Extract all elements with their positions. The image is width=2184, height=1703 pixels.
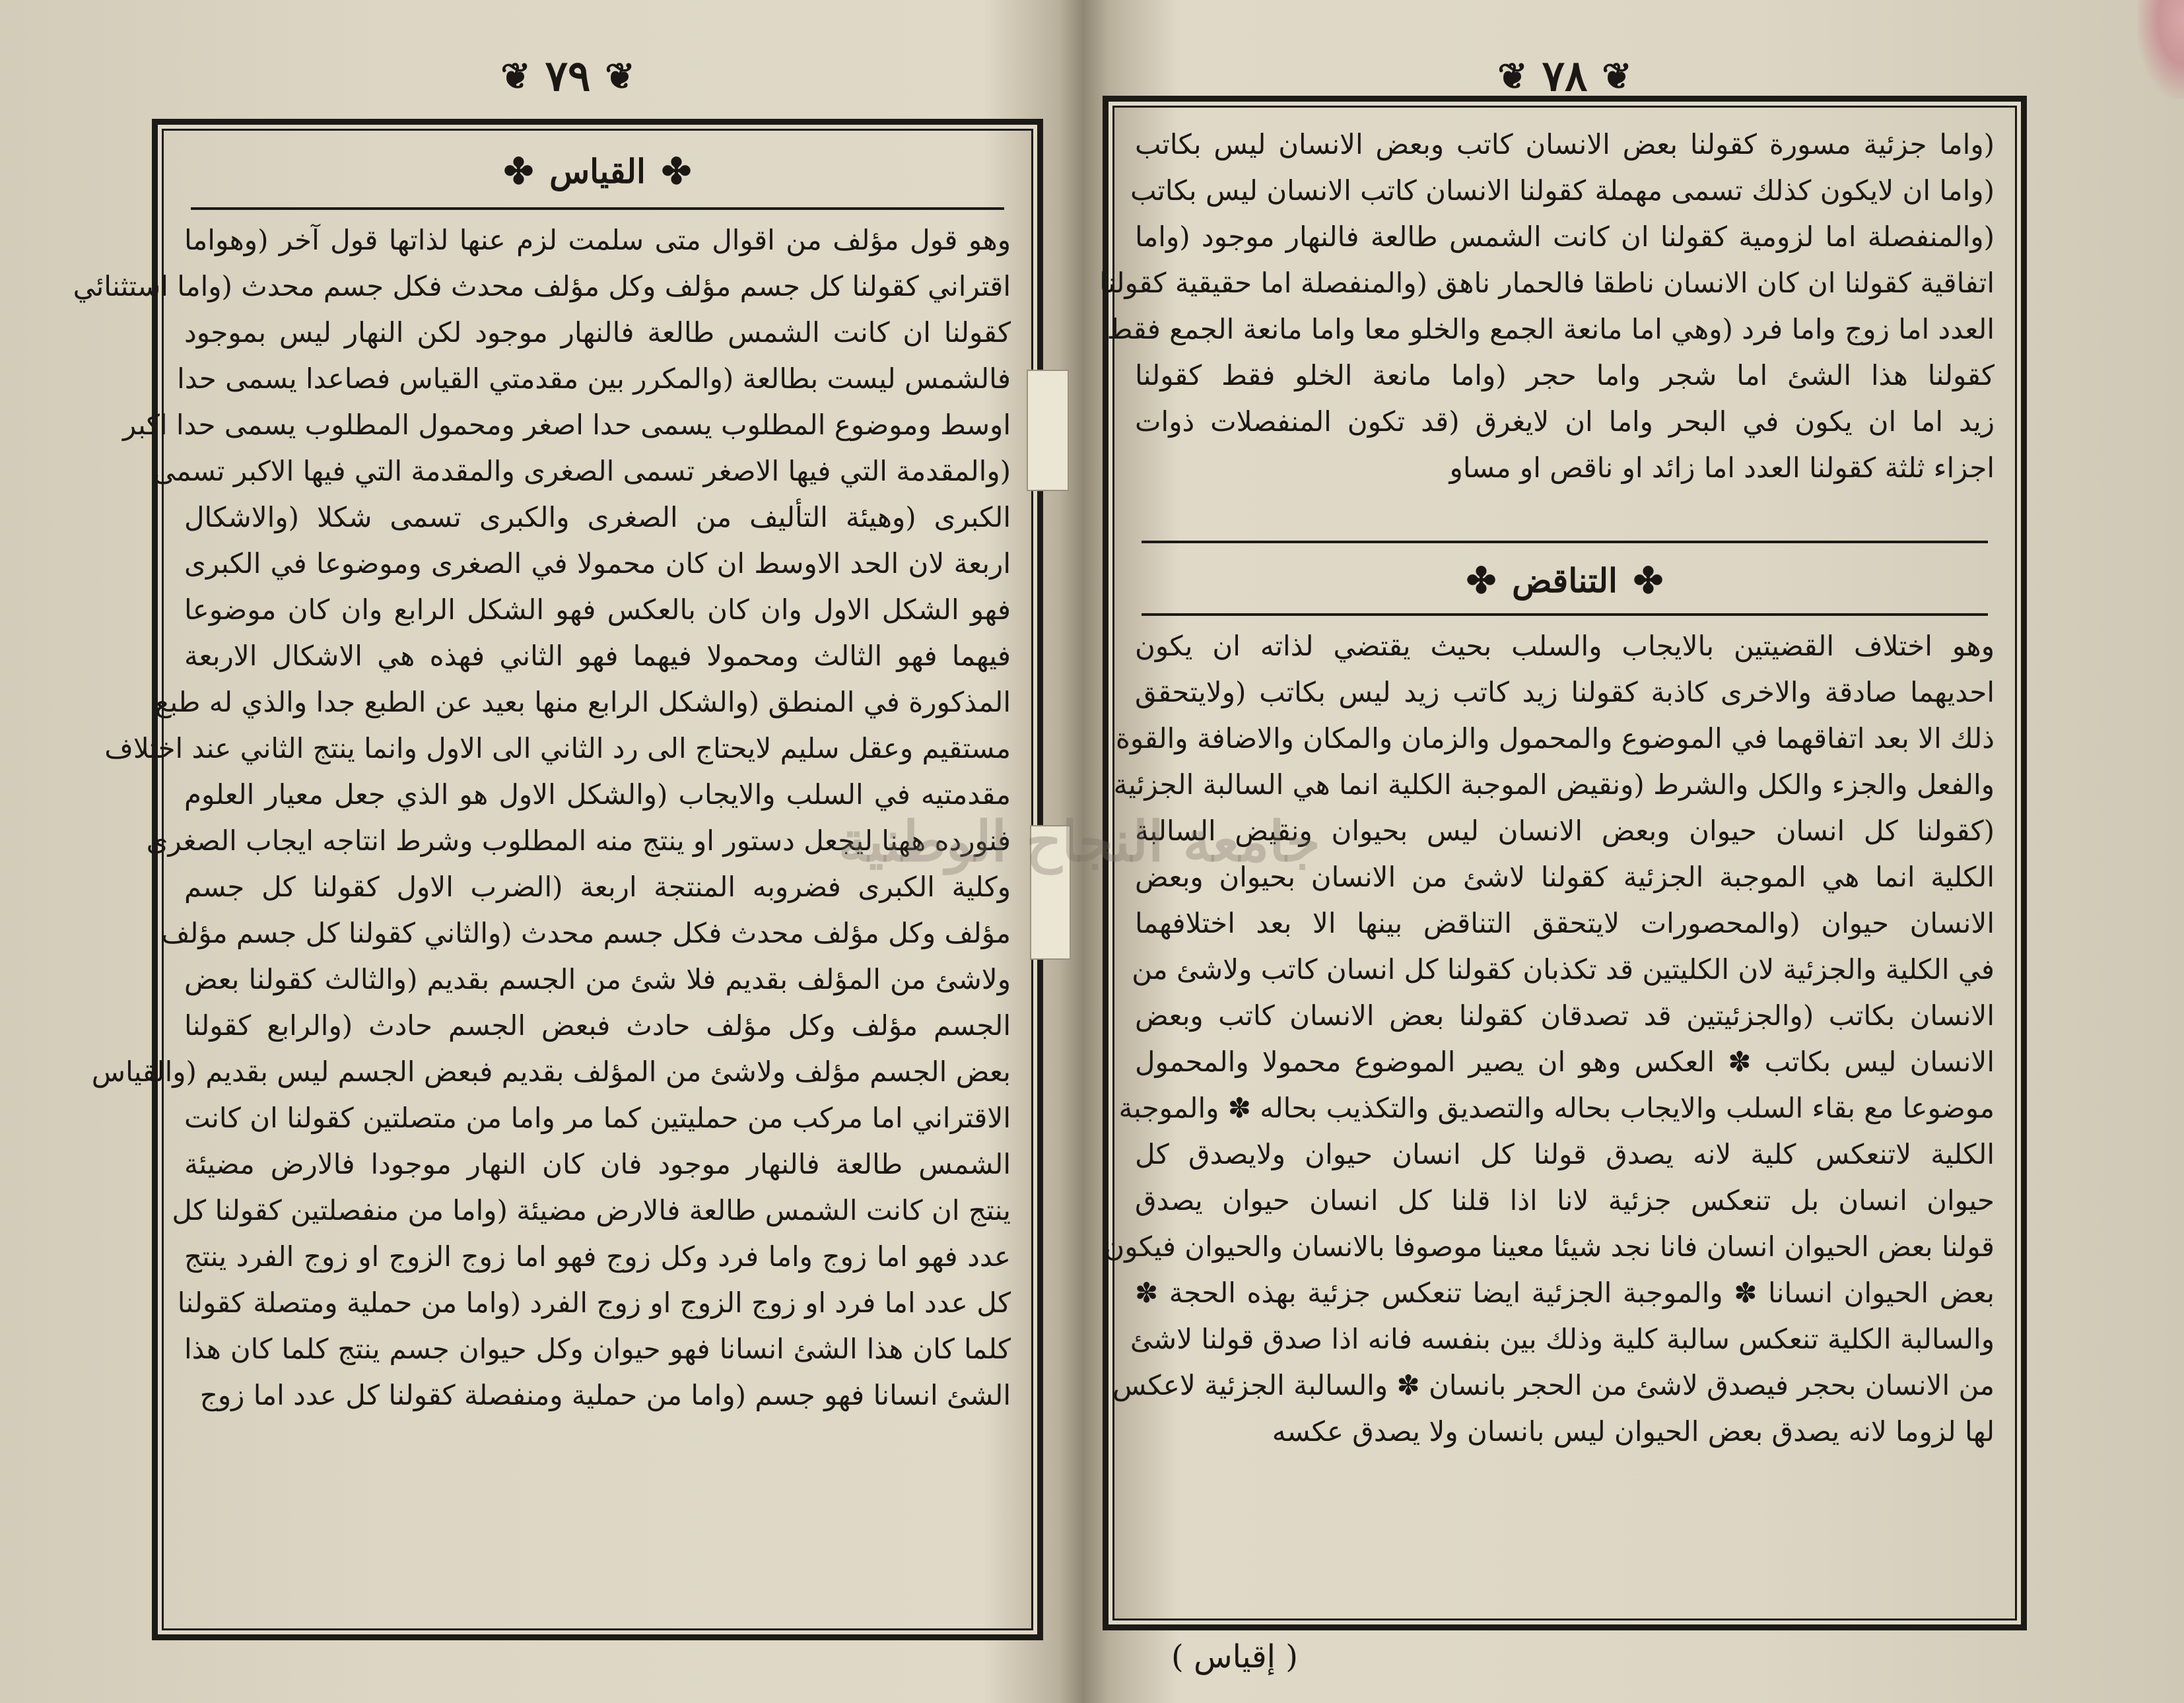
ornament-icon: ✤ (661, 150, 692, 192)
left-page-number (469, 46, 667, 106)
heading-text: القياس (549, 151, 646, 191)
text-line: الانسان بكاتب (والجزئيتين قد تصدقان كقولنا بعض الانسان كاتب وبعض (1135, 999, 1995, 1032)
ornament-icon: ❦ (1497, 55, 1528, 97)
text-line: موضوعا مع بقاء السلب والايجاب بحاله والتصديق والتكذيب بحاله ✽ والموجبة (1118, 1092, 1995, 1124)
page-number-text: ٧٩ (545, 51, 591, 101)
text-line: (واما ان لايكون كذلك تسمى مهملة كقولنا الانسان كاتب الانسان ليس بكاتب (1130, 174, 1995, 207)
text-line: الكلية انما هي الموجبة الجزئية كقولنا لاشئ من الانسان بحيوان وبعض (1135, 861, 1995, 893)
text-line: الكلية لاتنعكس كلية لانه يصدق قولنا كل انسان حيوان ولايصدق كل (1135, 1138, 1995, 1170)
text-line: فيهما فهو الثالث ومحمولا فيهما فهو الثاني فهذه هي الاشكال الاربعة (184, 640, 1011, 672)
left-text-frame (73, 119, 1043, 1640)
text-line: العدد اما زوج واما فرد (وهي اما مانعة الجمع والخلو معا واما مانعة الجمع فقط (1107, 313, 1995, 345)
right-body-text (1104, 623, 1995, 1455)
text-line: الكبرى (وهيئة التأليف من الصغرى والكبرى تسمى شكلا (والاشكال (184, 501, 1011, 533)
text-line: الجسم مؤلف وكل مؤلف حادث فبعض الجسم حادث (والرابع كقولنا (184, 1009, 1011, 1042)
section-heading-tanaqud (1109, 551, 2021, 610)
page-number-text: ٧٨ (1542, 51, 1588, 101)
ornament-icon: ❦ (605, 55, 635, 97)
heading-rule-top (1142, 541, 1988, 543)
text-line: مؤلف وكل مؤلف محدث فكل جسم محدث (والثاني كقولنا كل جسم مؤلف (161, 917, 1011, 949)
section-heading-qiyas (158, 138, 1037, 204)
right-top-text (1099, 121, 1995, 491)
text-line: كل عدد اما فرد او زوج الزوج او زوج الفرد (واما من حملية ومتصلة كقولنا (177, 1286, 1011, 1319)
heading-rule (191, 207, 1004, 210)
text-line: (كقولنا كل انسان حيوان وبعض الانسان ليس بحيوان ونقيض السالبة (1135, 815, 1995, 847)
text-line: الانسان حيوان (والمحصورات لايتحقق التناقض بينها الا بعد اختلافهما (1135, 907, 1995, 939)
heading-text: التناقض (1512, 560, 1618, 600)
text-line: الشئ انسانا فهو جسم (واما من حملية ومنفصلة كقولنا كل عدد اما زوج (199, 1379, 1011, 1411)
text-line: ذلك الا بعد اتفاقهما في الموضوع والمحمول والزمان والمكان والاضافة والقوة (1115, 722, 1995, 754)
text-line: فهو الشكل الاول وان كان بالعكس فهو الشكل الرابع وان كان موضوعا (184, 593, 1011, 626)
text-line: عدد فهو اما زوج واما فرد وكل زوج فهو اما زوج الزوج او زوج الفرد ينتج (184, 1240, 1011, 1273)
text-line: والفعل والجزء والكل والشرط (ونقيض الموجبة الكلية انما هي السالبة الجزئية (1113, 768, 1995, 801)
text-line: فالشمس ليست بطالعة (والمكرر بين مقدمتي القياس فصاعدا يسمى حدا (177, 362, 1011, 395)
text-line: مستقيم وعقل سليم لايحتاج الى رد الثاني الى الاول وانما ينتج الثاني عند اختلاف (104, 732, 1011, 764)
text-line: وهو قول مؤلف من اقوال متى سلمت لزم عنها لذاتها قول آخر (وهواما (184, 224, 1011, 256)
text-line: بعض الحيوان انسانا ✽ والموجبة الجزئية ايضا تنعكس جزئية بهذه الحجة ✽ (1135, 1277, 1995, 1309)
text-line: المذكورة في المنطق (والشكل الرابع منها بعيد عن الطبع جدا والذي له طبع (154, 686, 1011, 718)
text-line: اربعة لان الحد الاوسط ان كان محمولا في الصغرى وموضوعا في الكبرى (184, 547, 1011, 580)
ornament-icon: ✤ (503, 150, 534, 192)
text-line: في الكلية والجزئية لان الكليتين قد تكذبان كقولنا كل انسان كاتب ولاشئ من (1132, 953, 1995, 985)
library-watermark: جامعة النجاح الوطنية (838, 809, 1320, 874)
ornament-icon: ✤ (1633, 559, 1664, 601)
text-line: ينتج ان كانت الشمس طالعة فالارض مضيئة (واما من منفصلتين كقولنا كل (172, 1194, 1011, 1226)
text-line: مقدمتيه في السلب والايجاب (والشكل الاول هو الذي جعل معيار العلوم (184, 778, 1011, 811)
text-line: فنورده ههنا ليجعل دستور او ينتج منه المطلوب وشرط انتاجه ايجاب الصغرى (146, 824, 1011, 857)
text-line: حيوان انسان بل تنعكس جزئية لانا اذا قلنا كل انسان حيوان يصدق (1135, 1184, 1995, 1217)
text-line: كلما كان هذا الشئ انسانا فهو حيوان وكل حيوان جسم ينتج كلما كان هذا (184, 1333, 1011, 1365)
text-line: (واما جزئية مسورة كقولنا بعض الانسان كاتب وبعض الانسان ليس بكاتب (1135, 128, 1995, 160)
heading-rule-bottom (1142, 613, 1988, 616)
text-line: من الانسان بحجر فيصدق لاشئ من الحجر بانسان ✽ والسالبة الجزئية لاعكس (1112, 1369, 1995, 1401)
text-line: قولنا بعض الحيوان انسان فانا نجد شيئا معينا موصوفا بالانسان والحيوان فيكون (1104, 1230, 1995, 1263)
ornament-icon: ❦ (1602, 55, 1632, 97)
text-line: وهو اختلاف القضيتين بالايجاب والسلب بحيث يقتضي لذاته ان يكون (1135, 630, 1995, 662)
text-line: كقولنا هذا الشئ اما شجر واما حجر (واما مانعة الخلو فقط كقولنا (1135, 359, 1995, 391)
catchword: ( إقياس ) (1171, 1638, 1298, 1675)
ornament-icon: ❦ (500, 55, 531, 97)
text-line: (والمنفصلة اما لزومية كقولنا ان كانت الشمس طالعة فالنهار موجود (واما (1135, 220, 1995, 253)
text-line: والسالبة الكلية تنعكس سالبة كلية وذلك بين بنفسه فانه اذا صدق قولنا لاشئ (1130, 1323, 1995, 1355)
text-line: اوسط وموضوع المطلوب يسمى حدا اصغر ومحمول المطلوب يسمى حدا اكبر (122, 409, 1011, 441)
ornament-icon: ✤ (1466, 559, 1497, 601)
text-line: اقتراني كقولنا كل جسم مؤلف وكل مؤلف محدث فكل جسم محدث (واما استثنائي (73, 270, 1011, 302)
text-line: (والمقدمة التي فيها الاصغر تسمى الصغرى والمقدمة التي فيها الاكبر تسمى (153, 455, 1011, 487)
text-line: احديهما صادقة والاخرى كاذبة كقولنا زيد كاتب زيد ليس بكاتب (ولايتحقق (1135, 676, 1995, 708)
text-line: الشمس طالعة فالنهار موجود فان كان النهار موجودا فالارض مضيئة (184, 1148, 1011, 1180)
text-line: اتفاقية كقولنا ان كان الانسان ناطقا فالحمار ناهق (والمنفصلة اما حقيقية كقولنا (1099, 267, 1995, 299)
text-line: كقولنا ان كانت الشمس طالعة فالنهار موجود لكن النهار ليس بموجود (184, 316, 1011, 349)
text-line: الانسان ليس بكاتب ✽ العكس وهو ان يصير الموضوع محمولا والمحمول (1135, 1046, 1995, 1078)
text-line: اجزاء ثلثة كقولنا العدد اما زائد او ناقص او مساو (1449, 451, 1995, 484)
text-line: زيد اما ان يكون في البحر واما ان لايغرق (قد تكون المنفصلات ذوات (1135, 405, 1995, 438)
text-line: بعض الجسم مؤلف ولاشئ من المؤلف بقديم فبعض الجسم ليس بقديم (والقياس (91, 1055, 1011, 1088)
text-line: الاقتراني اما مركب من حمليتين كما مر واما من متصلتين كقولنا ان كانت (184, 1102, 1011, 1134)
text-line: لها لزوما لانه يصدق بعض الحيوان ليس بانسان ولا يصدق عكسه (1272, 1415, 1995, 1448)
text-line: ولاشئ من المؤلف بقديم فلا شئ من الجسم بقديم (والثالث كقولنا بعض (184, 963, 1011, 995)
text-line: وكلية الكبرى فضروبه المنتجة اربعة (الضرب الاول كقولنا كل جسم (184, 871, 1011, 903)
